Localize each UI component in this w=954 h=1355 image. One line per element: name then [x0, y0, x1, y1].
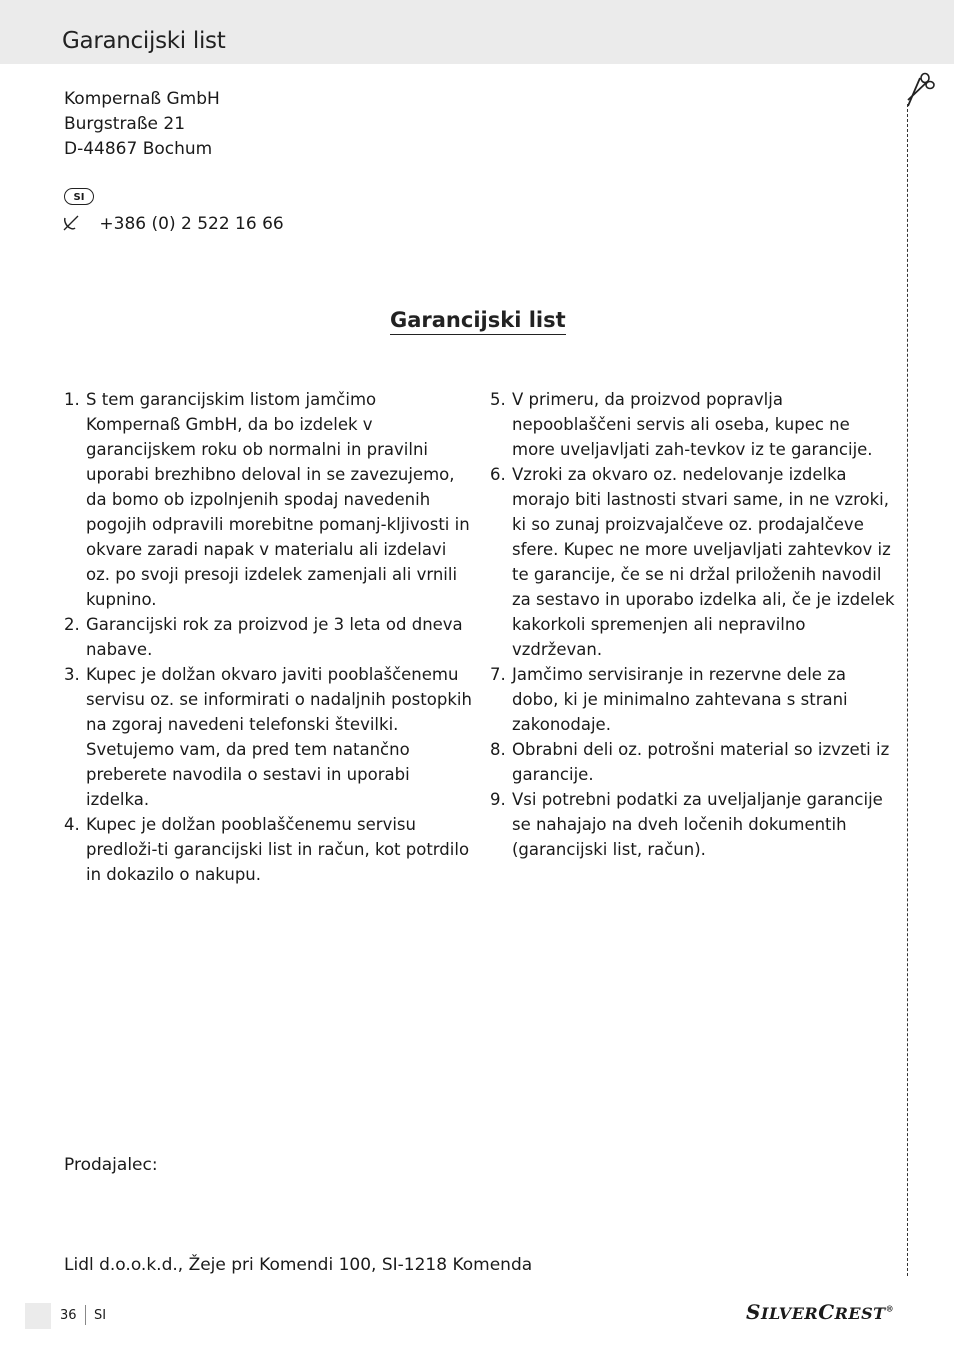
page-number: 36 [60, 1308, 77, 1323]
country-badge: SI [64, 188, 94, 205]
term-text: Garancijski rok za proizvod je 3 leta od dneva nabave. [86, 615, 463, 659]
list-item [490, 387, 895, 462]
list-item [490, 787, 895, 862]
term-number: 8. [490, 740, 506, 759]
terms-column-left [64, 387, 474, 887]
term-number: 1. [64, 390, 80, 409]
term-text: Kupec je dolžan pooblaščenemu servisu predloži-ti garancijski list in račun, kot potrdilo in dokazilo o nakupu. [86, 815, 470, 884]
term-number: 5. [490, 390, 506, 409]
list-item [64, 612, 474, 662]
phone-number: +386 (0) 2 522 16 66 [99, 214, 284, 234]
manufacturer-address [64, 87, 220, 162]
brand-initial: S [746, 1300, 761, 1324]
term-text: Vsi potrebni podatki za uveljaljanje garancije se nahajajo na dveh ločenih dokumentih (garancijski list, račun). [512, 790, 883, 859]
phone-row [62, 212, 284, 237]
brand-logo [746, 1300, 894, 1324]
cut-line [907, 104, 908, 1276]
brand-part: REST [834, 1304, 886, 1323]
term-number: 9. [490, 790, 506, 809]
term-text: S tem garancijskim listom jamčimo Kompernaß GmbH, da bo izdelek v garancijskem roku ob normalni in pravilni uporabi brezhibno deloval in se zavezujemo, da bomo ob izpolnjenih spodaj navedenih pogojih odpravili morebitne pomanj-kljivosti in okvare zaradi napak v materialu ali izdelavi oz. po svoji presoji izdelek zamenjali ali vrnili kupnino. [86, 390, 470, 609]
phone-icon [62, 214, 80, 232]
registered-mark: ® [885, 1303, 895, 1314]
list-item [490, 737, 895, 787]
brand-part: ILVER [760, 1304, 819, 1323]
term-number: 3. [64, 665, 80, 684]
address-line: Kompernaß GmbH [64, 89, 220, 109]
term-text: Vzroki za okvaro oz. nedelovanje izdelka morajo biti lastnosti stvari same, in ne vzroki, ki so zunaj proizvajalčeve oz. prodajalčeve sfere. Kupec ne more uveljavljati zahtevkov iz te garancije, če se ni držal priloženih navodil za sestavo in uporabo izdelka ali, če je izdelek kakorkoli spremenjen ali nepravilno vzdrževan. [512, 465, 895, 659]
term-text: Jamčimo servisiranje in rezervne dele za dobo, ki je minimalno zahtevana s strani zakonodaje. [512, 665, 848, 734]
list-item [64, 662, 474, 812]
footer-language: SI [94, 1308, 107, 1323]
scissors-icon [905, 72, 935, 108]
term-text: Kupec je dolžan okvaro javiti pooblaščenemu servisu oz. se informirati o nadaljnih postopkih na zgoraj navedeni telefonski številki. Svetujemo vam, da pred tem natančno preberete navodila o sestavi in uporabi izdelka. [86, 665, 472, 809]
term-number: 2. [64, 615, 80, 634]
footer-box [25, 1303, 51, 1329]
brand-initial: C [818, 1300, 835, 1324]
address-line: D-44867 Bochum [64, 139, 213, 159]
term-number: 7. [490, 665, 506, 684]
address-line: Burgstraße 21 [64, 114, 186, 134]
list-item [64, 387, 474, 612]
lidl-address: Lidl d.o.o.k.d., Žeje pri Komendi 100, SI-1218 Komenda [64, 1255, 533, 1275]
footer-divider [85, 1305, 86, 1325]
terms-column-right [490, 387, 895, 862]
term-number: 4. [64, 815, 80, 834]
section-title: Garancijski list [390, 308, 566, 335]
list-item [490, 662, 895, 737]
term-text: V primeru, da proizvod popravlja nepooblaščeni servis ali oseba, kupec ne more uveljavljati zah-tevkov iz te garancije. [512, 390, 873, 459]
term-number: 6. [490, 465, 506, 484]
list-item [64, 812, 474, 887]
list-item [490, 462, 895, 662]
page-title: Garancijski list [62, 28, 226, 54]
term-text: Obrabni deli oz. potrošni material so izvzeti iz garancije. [512, 740, 890, 784]
seller-label: Prodajalec: [64, 1155, 158, 1175]
